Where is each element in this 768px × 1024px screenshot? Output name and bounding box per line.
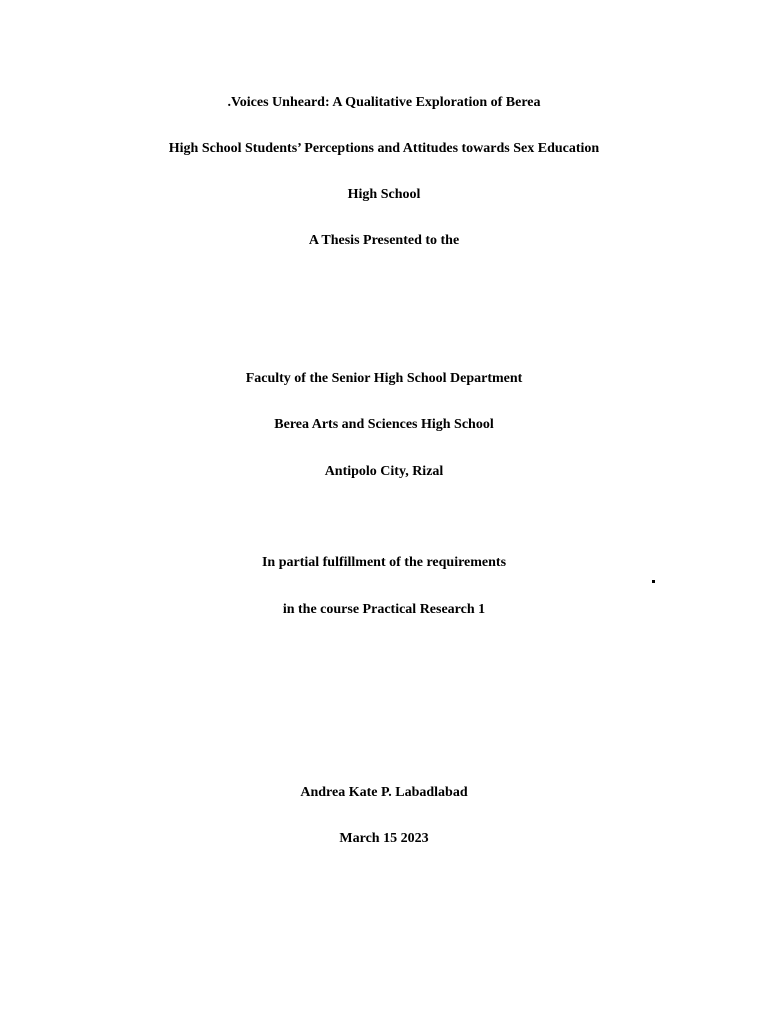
stray-dot-mark bbox=[652, 580, 655, 583]
school-location: Antipolo City, Rizal bbox=[324, 464, 444, 479]
author-name: Andrea Kate P. Labadlabad bbox=[300, 785, 468, 800]
school-name: Berea Arts and Sciences High School bbox=[274, 417, 494, 432]
title-line-3: High School bbox=[347, 187, 421, 202]
fulfillment-line-2: in the course Practical Research 1 bbox=[282, 602, 486, 617]
faculty-line: Faculty of the Senior High School Department bbox=[245, 371, 523, 386]
submission-date: March 15 2023 bbox=[339, 831, 429, 846]
title-line-2: High School Students’ Perceptions and Attitudes towards Sex Education bbox=[168, 141, 600, 156]
presented-to-line: A Thesis Presented to the bbox=[308, 233, 460, 248]
fulfillment-line-1: In partial fulfillment of the requirements bbox=[261, 555, 507, 570]
title-line-1: .Voices Unheard: A Qualitative Exploration of Berea bbox=[227, 95, 541, 110]
